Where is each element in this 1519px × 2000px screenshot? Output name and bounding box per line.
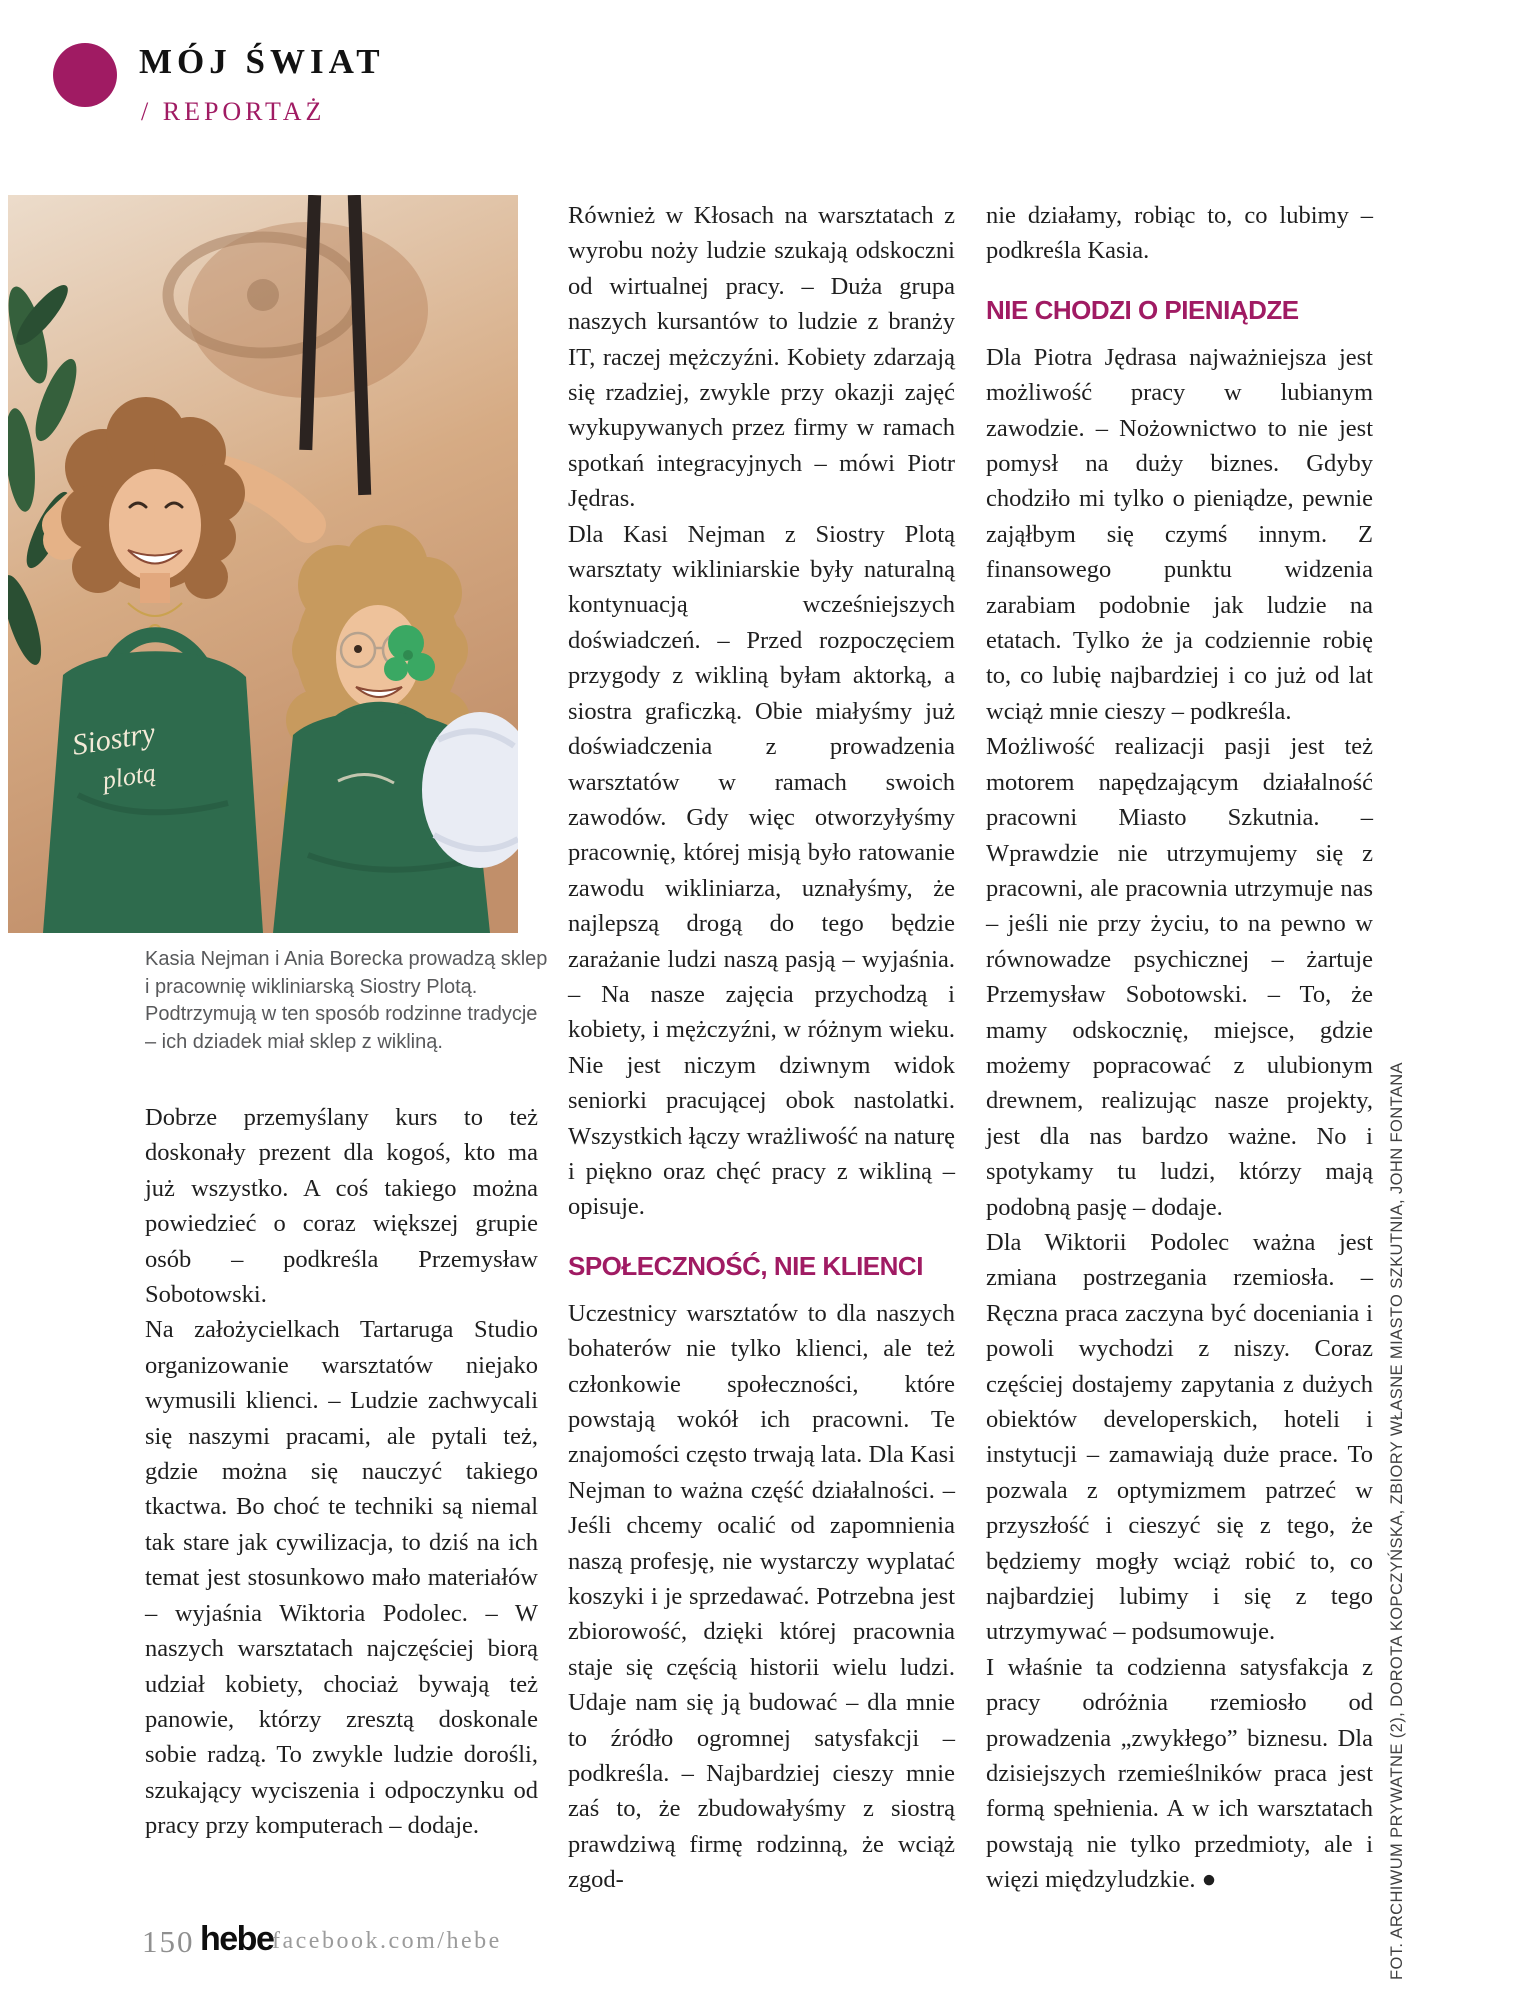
photo-illustration [8, 195, 518, 933]
section-subtitle: / REPORTAŻ [141, 97, 326, 126]
column-right [986, 198, 1373, 1898]
section-heading-pieniadze: NIE CHODZI O PIENIĄDZE [986, 294, 1299, 325]
apron-embroidery-line2: plotą [100, 757, 158, 795]
apron-embroidery-line1: Siostry [69, 716, 158, 762]
paragraph: Dla Piotra Jędrasa najważniejsza jest możliwość pracy w lubianym zawodzie. – Nożownictwo to nie jest pomysł na duży biznes. Gdyby chodziło mi tylko o pieniądze, pewnie zająłbym się czymś innym. Z finansowego punktu widzenia zarabiam podobnie jak ludzie na etatach. Tylko że ja codziennie robię to, co lubię najbardziej i co już od lat wciąż mnie cieszy – podkreśla. [986, 343, 1373, 725]
paragraph: Uczestnicy warsztatów to dla naszych bohaterów nie tylko klienci, ale też członkowie społeczności, które powstają wokół ich pracowni. Te znajomości często trwają lata. Dla Kasi Nejman to ważna część działalności. – Jeśli chcemy ocalić od zapomnienia naszą profesję, nie wystarczy wyplatać koszyki i je sprzedawać. Potrzebna jest zbiorowość, dzięki której pracownia staje się częścią historii wielu ludzi. Udaje nam się ją budować – dla mnie to źródło ogromnej satysfakcji – podkreśla. – Najbardziej cieszy mnie zaś to, że zbudowałyśmy z siostrą prawdziwą firmę rodzinną, że wciąż zgod- [568, 1299, 955, 1894]
apron-left [43, 635, 263, 933]
paragraph: Również w Kłosach na warsztatach z wyrobu noży ludzie szukają odskoczni od wirtualnej pracy. – Duża grupa naszych kursantów to ludzie z branży IT, raczej mężczyźni. Kobiety zdarzają się rzadziej, zwykle przy okazji zajęć wykupywanych przez firmy w ramach spotkań integracyjnych – mówi Piotr Jędras. [568, 202, 955, 513]
section-heading-spolecznosc: SPOŁECZNOŚĆ, NIE KLIENCI [568, 1250, 923, 1281]
photo-caption: Kasia Nejman i Ania Borecka prowadzą sklep i pracownię wikliniarską Siostry Plotą. Podtrzymują w ten sposób rodzinne tradycje – ich dziadek miał sklep z wikliną. [145, 948, 548, 1053]
article-photo [8, 195, 518, 933]
paragraph: Możliwość realizacji pasji jest też motorem napędzającym działalność pracowni Miasto Szkutnia. – Wprawdzie nie utrzymujemy się z pracowni, ale pracownia utrzymuje nas – jeśli nie przy życiu, to na pewno w równowadze psychicznej – żartuje Przemysław Sobotowski. – To, że mamy odskocznię, miejsce, gdzie możemy popracować z ulubionym drewnem, realizując nasze projekty, jest dla nas bardzo ważne. No i spotykamy tu ludzi, którzy mają podobną pasję – dodaje. [986, 733, 1373, 1221]
paragraph: Na założycielkach Tartaruga Studio organizowanie warsztatów niejako wymusili klienci. – Ludzie zachwycali się naszymi pracami, ale pytali też, gdzie można się nauczyć takiego tkactwa. Bo choć te techniki są niemal tak stare jak cywilizacja, to dziś na ich temat jest stosunkowo mało materiałów – wyjaśnia Wiktoria Podolec. – W naszych warsztatach najczęściej biorą udział kobiety, chociaż bywają też panowie, którzy zresztą doskonale sobie radzą. To zwykle ludzie dorośli, szukający wyciszenia i odpoczynku od pracy przy komputerach – dodaje. [145, 1316, 538, 1840]
brand-dot-icon [53, 43, 117, 107]
paragraph: I właśnie ta codzienna satysfakcja z pracy odróżnia rzemiosło od prowadzenia „zwykłego” biznesu. Dla dzisiejszych rzemieślników praca jest formą spełnienia. A w ich warsztatach powstają nie tylko przedmioty, ale i więzi międzyludzkie. ● [986, 1653, 1373, 1894]
section-title: MÓJ ŚWIAT [139, 42, 385, 81]
column-left [145, 1100, 538, 1844]
paragraph: Dla Wiktorii Podolec ważna jest zmiana postrzegania rzemiosła. – Ręczna praca zaczyna być doceniania i powoli wychodzi z niszy. Coraz częściej dostajemy zapytania z dużych obiektów developerskich, hoteli i instytucji – zamawiają duże prace. To pozwala z optymizmem patrzeć w przyszłość i cieszyć się z tego, że będziemy mogły wciąż robić to, co najbardziej lubimy i się z tego utrzymywać – podsumowuje. [986, 1228, 1373, 1646]
photo-credit: FOT. ARCHIWUM PRYWATNE (2), DOROTA KOPCZYŃSKA, ZBIORY WŁASNE MIASTO SZKUTNIA, JOHN FONTANA [1388, 1062, 1406, 1980]
facebook-url: facebook.com/hebe [272, 1928, 502, 1954]
hebe-logo: hebe [200, 1920, 274, 1958]
column-middle [568, 198, 955, 1898]
paragraph: Dobrze przemyślany kurs to też doskonały prezent dla kogoś, kto ma już wszystko. A coś takiego można powiedzieć o coraz większej grupie osób – podkreśla Przemysław Sobotowski. [145, 1104, 538, 1309]
paragraph: nie działamy, robiąc to, co lubimy – podkreśla Kasia. [986, 202, 1373, 265]
page-number: 150 [142, 1924, 195, 1959]
paragraph: Dla Kasi Nejman z Siostry Plotą warsztaty wikliniarskie były naturalną kontynuacją wcześniejszych doświadczeń. – Przed rozpoczęciem przygody z wikliną byłam aktorką, a siostra graficzką. Obie miałyśmy już doświadczenia z prowadzenia warsztatów w ramach swoich zawodów. Gdy więc otworzyłyśmy pracownię, której misją było ratowanie zawodu wikliniarza, uznałyśmy, że najlepszą drogą do tego będzie zarażanie ludzi naszą pasją – wyjaśnia. – Na nasze zajęcia przychodzą i kobiety, i mężczyźni, w różnym wieku. Nie jest niczym dziwnym widok seniorki pracującej obok nastolatki. Wszystkich łączy wrażliwość na naturę i piękno oraz chęć pracy z wikliną – opisuje. [568, 520, 955, 1221]
